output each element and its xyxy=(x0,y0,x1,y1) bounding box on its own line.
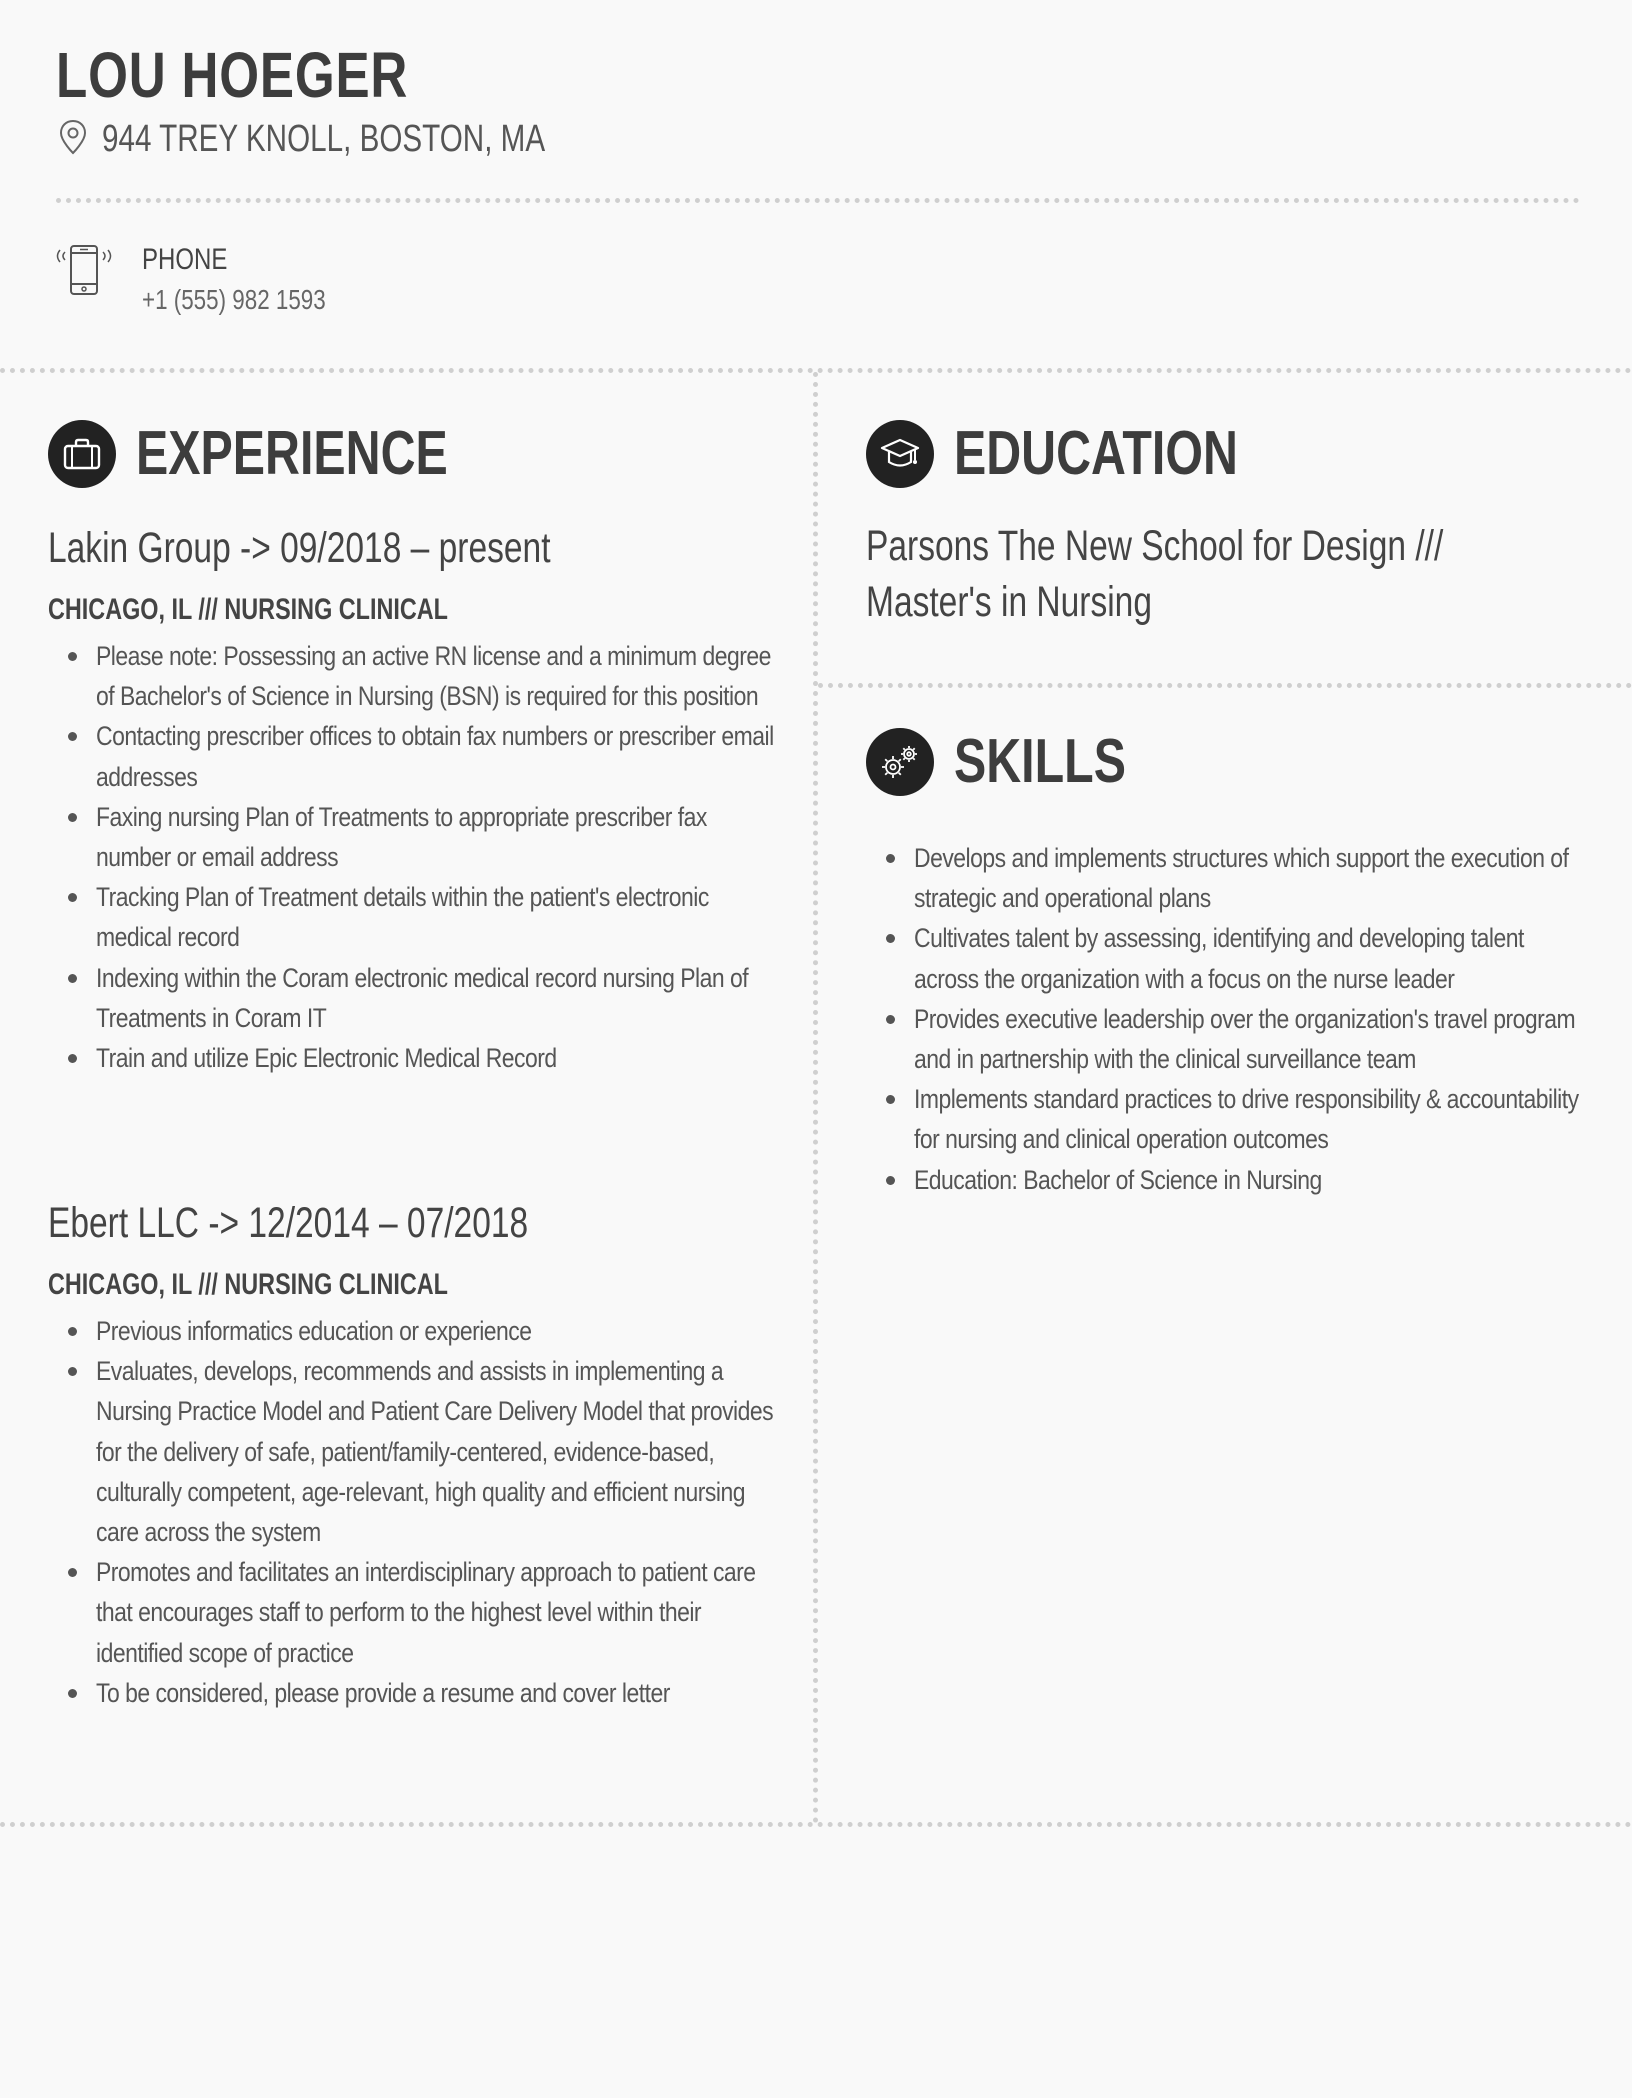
education-entry xyxy=(866,518,1586,630)
phone-label: PHONE xyxy=(142,243,228,276)
job-title: Ebert LLC -> 12/2014 – 07/2018 xyxy=(48,1199,529,1247)
candidate-name: LOU HOEGER xyxy=(56,39,409,111)
list-item: Please note: Possessing an active RN license and a minimum degree of Bachelor's of Science in Nursing (BSN) is required for this position xyxy=(48,636,778,716)
list-item: Contacting prescriber offices to obtain fax numbers or prescriber email addresses xyxy=(48,716,778,796)
list-item: Education: Bachelor of Science in Nursing xyxy=(866,1160,1586,1200)
education-skills-divider xyxy=(818,683,1632,688)
gears-icon xyxy=(866,728,934,796)
main-bottom-divider xyxy=(0,1822,1632,1827)
job-bullets xyxy=(48,636,778,1078)
education-school: Parsons The New School for Design /// xyxy=(866,522,1444,570)
skills-title: SKILLS xyxy=(954,727,1126,796)
list-item: Implements standard practices to drive responsibility & accountability for nursing and clinical operation outcomes xyxy=(866,1079,1586,1159)
list-item: Indexing within the Coram electronic medical record nursing Plan of Treatments in Coram IT xyxy=(48,958,778,1038)
education-degree: Master's in Nursing xyxy=(866,578,1152,626)
header-divider xyxy=(56,198,1580,203)
mobile-phone-icon xyxy=(56,240,112,305)
list-item: Promotes and facilitates an interdisciplinary approach to patient care that encourages staff to perform to the highest level within their identified scope of practice xyxy=(48,1552,778,1673)
graduation-cap-icon xyxy=(866,420,934,488)
job-subtitle: CHICAGO, IL /// NURSING CLINICAL xyxy=(48,593,448,626)
list-item: To be considered, please provide a resume and cover letter xyxy=(48,1673,778,1713)
list-item: Develops and implements structures which support the execution of strategic and operational plans xyxy=(866,838,1586,918)
list-item: Evaluates, develops, recommends and assists in implementing a Nursing Practice Model and Patient Care Delivery Model that provides for the delivery of safe, patient/family-centered, evidence-based, culturally competent, age-relevant, high quality and efficient nursing care across the system xyxy=(48,1351,778,1552)
list-item: Cultivates talent by assessing, identifying and developing talent across the organization with a focus on the nurse leader xyxy=(866,918,1586,998)
job-bullets xyxy=(48,1311,778,1713)
job-subtitle: CHICAGO, IL /// NURSING CLINICAL xyxy=(48,1268,448,1301)
skills-list xyxy=(866,838,1586,1200)
skills-list-container xyxy=(866,832,1586,1200)
list-item: Faxing nursing Plan of Treatments to appropriate prescriber fax number or email address xyxy=(48,797,778,877)
address-line xyxy=(58,118,670,161)
job-entry xyxy=(48,520,778,1078)
list-item: Train and utilize Epic Electronic Medical Record xyxy=(48,1038,778,1078)
job-entry xyxy=(48,1195,778,1713)
address-text: 944 TREY KNOLL, BOSTON, MA xyxy=(102,118,546,160)
job-title: Lakin Group -> 09/2018 – present xyxy=(48,524,551,572)
map-pin-icon xyxy=(58,119,88,160)
education-title: EDUCATION xyxy=(954,419,1238,488)
list-item: Provides executive leadership over the organization's travel program and in partnership with the clinical surveillance team xyxy=(866,999,1586,1079)
phone-contact xyxy=(56,240,372,320)
list-item: Tracking Plan of Treatment details within the patient's electronic medical record xyxy=(48,877,778,957)
list-item: Previous informatics education or experience xyxy=(48,1311,778,1351)
phone-number[interactable]: +1 (555) 982 1593 xyxy=(142,284,326,315)
experience-header xyxy=(48,418,536,489)
skills-header xyxy=(866,726,1174,797)
education-header xyxy=(866,418,1318,489)
briefcase-icon xyxy=(48,420,116,488)
experience-title: EXPERIENCE xyxy=(136,419,448,488)
